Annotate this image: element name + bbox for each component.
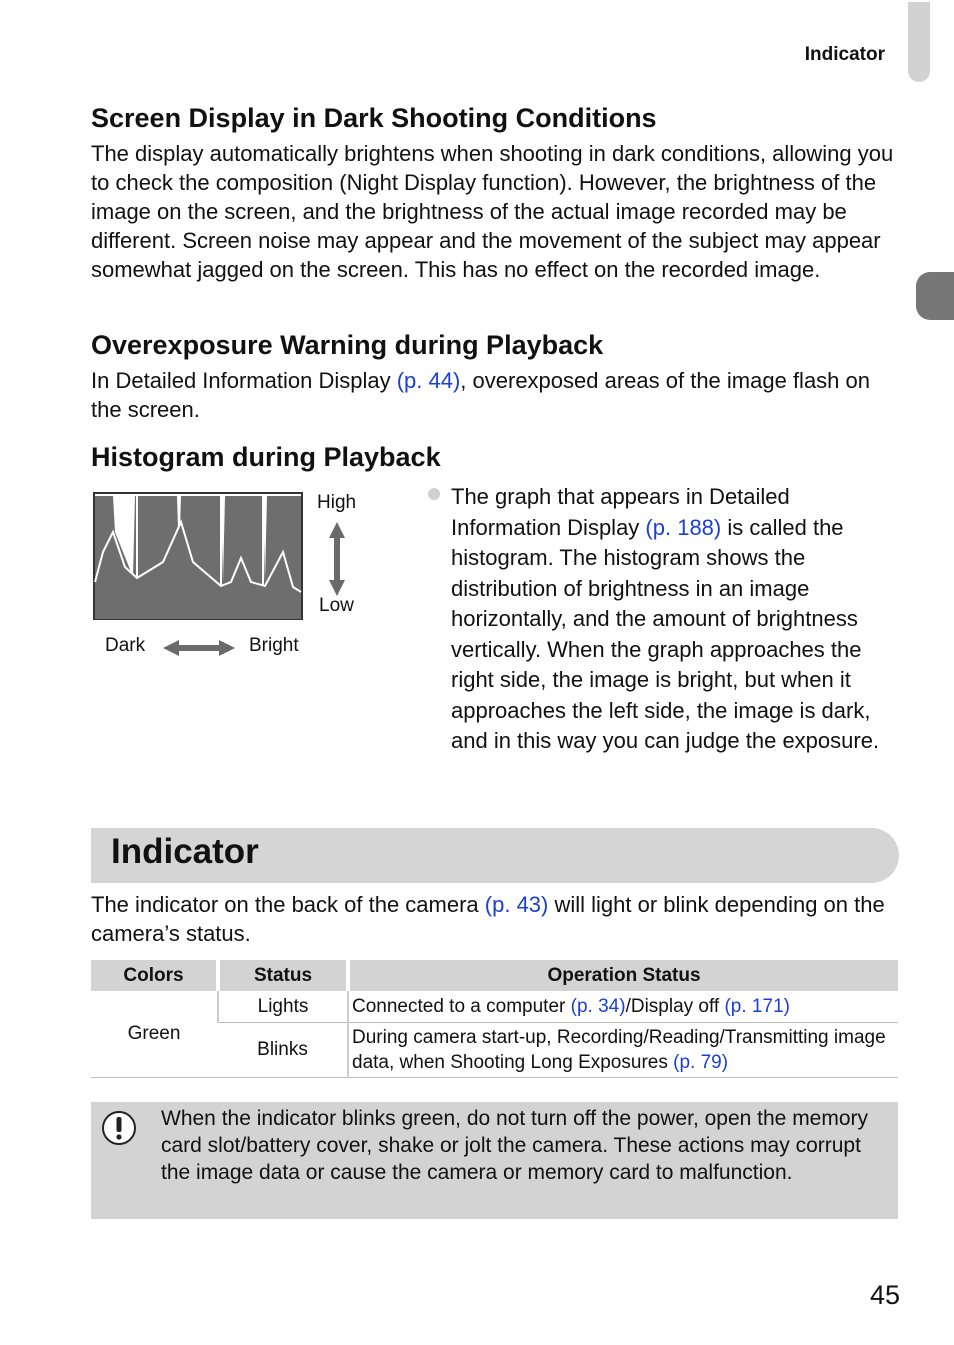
page-number: 45 [869, 1280, 900, 1310]
histogram-label-low: Low [319, 595, 354, 616]
page-link-79[interactable]: (p. 79) [673, 1052, 729, 1073]
dark-conditions-body: The display automatically brightens when shooting in dark conditions, allowing you to check the composition (Night Display function). However, the brightness of the image on the screen, and the brightness of the actual image recorded may be different. Screen noise may appear and the movement of the subject may appear somewhat jagged on the screen. This has no effect on the recorded image. [91, 141, 894, 282]
histogram-label-high: High [317, 492, 357, 513]
table-row [91, 991, 898, 1023]
cell-operation-lights [348, 991, 898, 1023]
histogram-figure [93, 492, 393, 662]
bullet-icon [428, 488, 440, 500]
horizontal-double-arrow-icon [163, 640, 235, 656]
caution-icon [101, 1110, 137, 1146]
cell-status-lights: Lights [218, 991, 348, 1023]
table-header-row [91, 960, 898, 991]
indicator-intro-before: The indicator on the back of the camera [91, 892, 485, 917]
page-link-188[interactable]: (p. 188) [645, 514, 722, 540]
indicator-title: Indicator [111, 832, 259, 871]
caution-text: When the indicator blinks green, do not turn off the power, open the memory card slot/battery cover, shake or jolt the camera. These actions may corrupt the image data or cause the camera or memory card to malfunction. [161, 1107, 869, 1184]
indicator-table [91, 960, 898, 1078]
dark-conditions-heading: Screen Display in Dark Shooting Conditions [91, 103, 657, 133]
cell-operation-blinks [348, 1023, 898, 1078]
caution-box [91, 1102, 898, 1219]
header-status: Status [218, 960, 348, 991]
page-link-44[interactable]: (p. 44) [396, 368, 461, 393]
histogram-label-dark: Dark [105, 635, 146, 656]
page-link-171[interactable]: (p. 171) [724, 995, 790, 1017]
overexposure-heading: Overexposure Warning during Playback [91, 330, 604, 360]
indicator-intro [91, 890, 896, 948]
histogram-text-after: is called the histogram. The histogram shows the distribution of brightness in an image horizontally, and the amount of brightness vertically. When the graph approaches the right side, the image is bright, but when it approaches the left side, the image is dark, and in this way you can judge the exposure. [451, 514, 880, 753]
indicator-title-bar [91, 828, 899, 883]
histogram-description [451, 482, 896, 757]
indicator-intro-after: will light or blink depending on the camera’s status. [91, 892, 885, 946]
overexposure-text-after: , overexposed areas of the image flash on the screen. [91, 368, 870, 422]
cell-status-blinks: Blinks [218, 1023, 348, 1078]
thumb-tab [908, 2, 930, 82]
histogram-heading: Histogram during Playback [91, 442, 441, 472]
overexposure-body [91, 366, 896, 424]
header-colors: Colors [91, 960, 218, 991]
histogram-text-before: The graph that appears in Detailed Information Display [451, 484, 790, 540]
running-header: Indicator [804, 44, 885, 65]
overexposure-text-before: In Detailed Information Display [91, 368, 397, 393]
vertical-double-arrow-icon [329, 522, 345, 596]
op-blinks-before: During camera start-up, Recording/Reading/Transmitting image data, when Shooting Long Exposures [352, 1027, 886, 1073]
cell-color-green: Green [91, 991, 218, 1078]
header-operation-status: Operation Status [348, 960, 898, 991]
chapter-side-tab [916, 272, 954, 320]
op-lights-before: Connected to a computer [352, 995, 571, 1017]
page-link-43[interactable]: (p. 43) [484, 892, 549, 917]
op-lights-mid: /Display off [625, 995, 725, 1017]
histogram-label-bright: Bright [249, 635, 299, 656]
page-link-34[interactable]: (p. 34) [570, 995, 626, 1017]
